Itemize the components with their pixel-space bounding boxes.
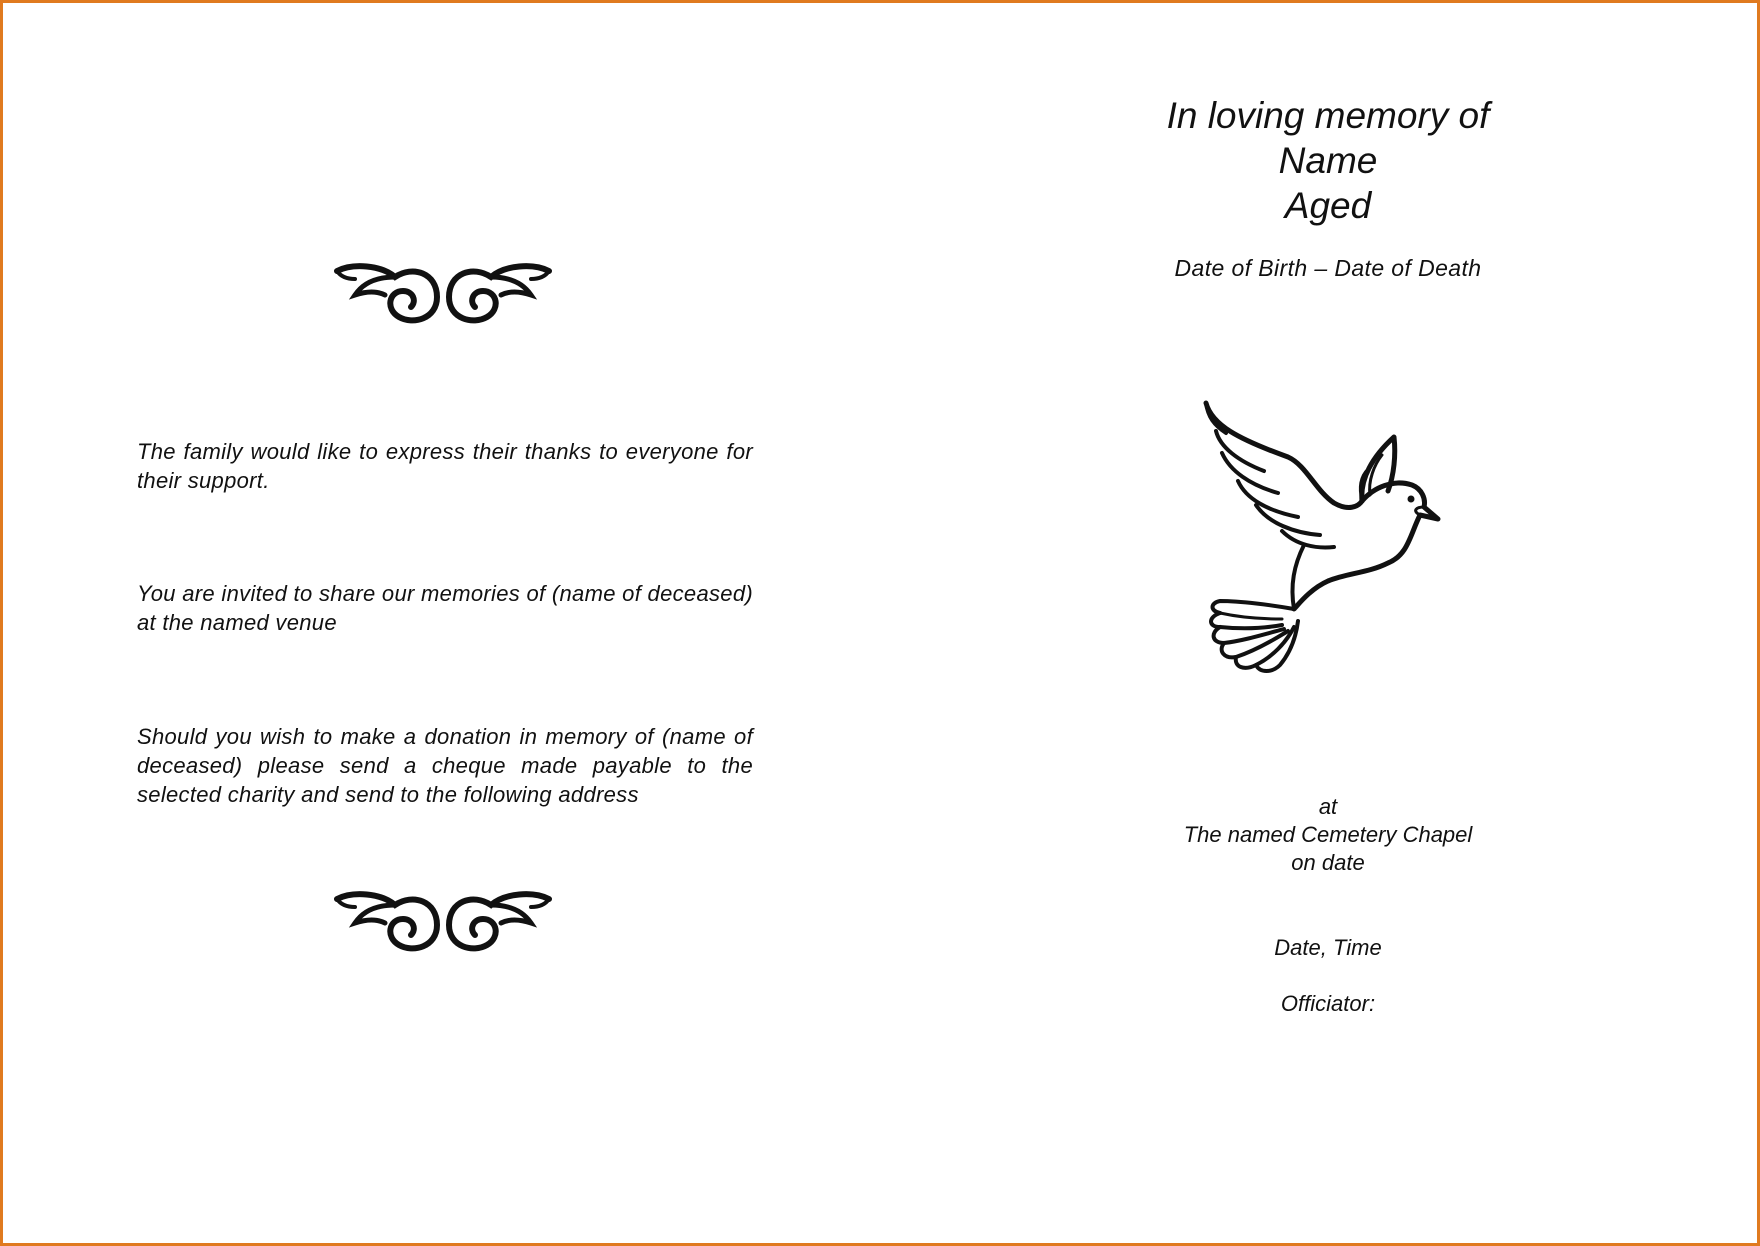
service-date-time: Date, Time — [1274, 935, 1382, 960]
invite-paragraph: You are invited to share our memories of (name of deceased) at the named venue — [137, 581, 753, 635]
heading-name: Name — [1278, 140, 1378, 181]
dove-icon — [1198, 395, 1460, 677]
heading-aged: Aged — [1284, 185, 1372, 226]
service-venue: The named Cemetery Chapel — [1183, 822, 1473, 847]
scroll-ornament-icon — [333, 889, 553, 959]
service-at: at — [1318, 794, 1338, 819]
thanks-paragraph: The family would like to express their thanks to everyone for their support. — [137, 439, 753, 493]
service-on-date: on date — [1291, 850, 1365, 875]
scroll-ornament-icon — [333, 261, 553, 331]
service-details — [1103, 793, 1553, 877]
birth-death-dates: Date of Birth – Date of Death — [1174, 255, 1482, 281]
memorial-heading — [1103, 93, 1553, 228]
donation-paragraph: Should you wish to make a donation in memory of (name of deceased) please send a cheque made payable to the selected charity and send to the following address — [137, 724, 753, 807]
officiator-label: Officiator: — [1280, 991, 1376, 1016]
heading-in-loving-memory: In loving memory of — [1166, 95, 1490, 136]
